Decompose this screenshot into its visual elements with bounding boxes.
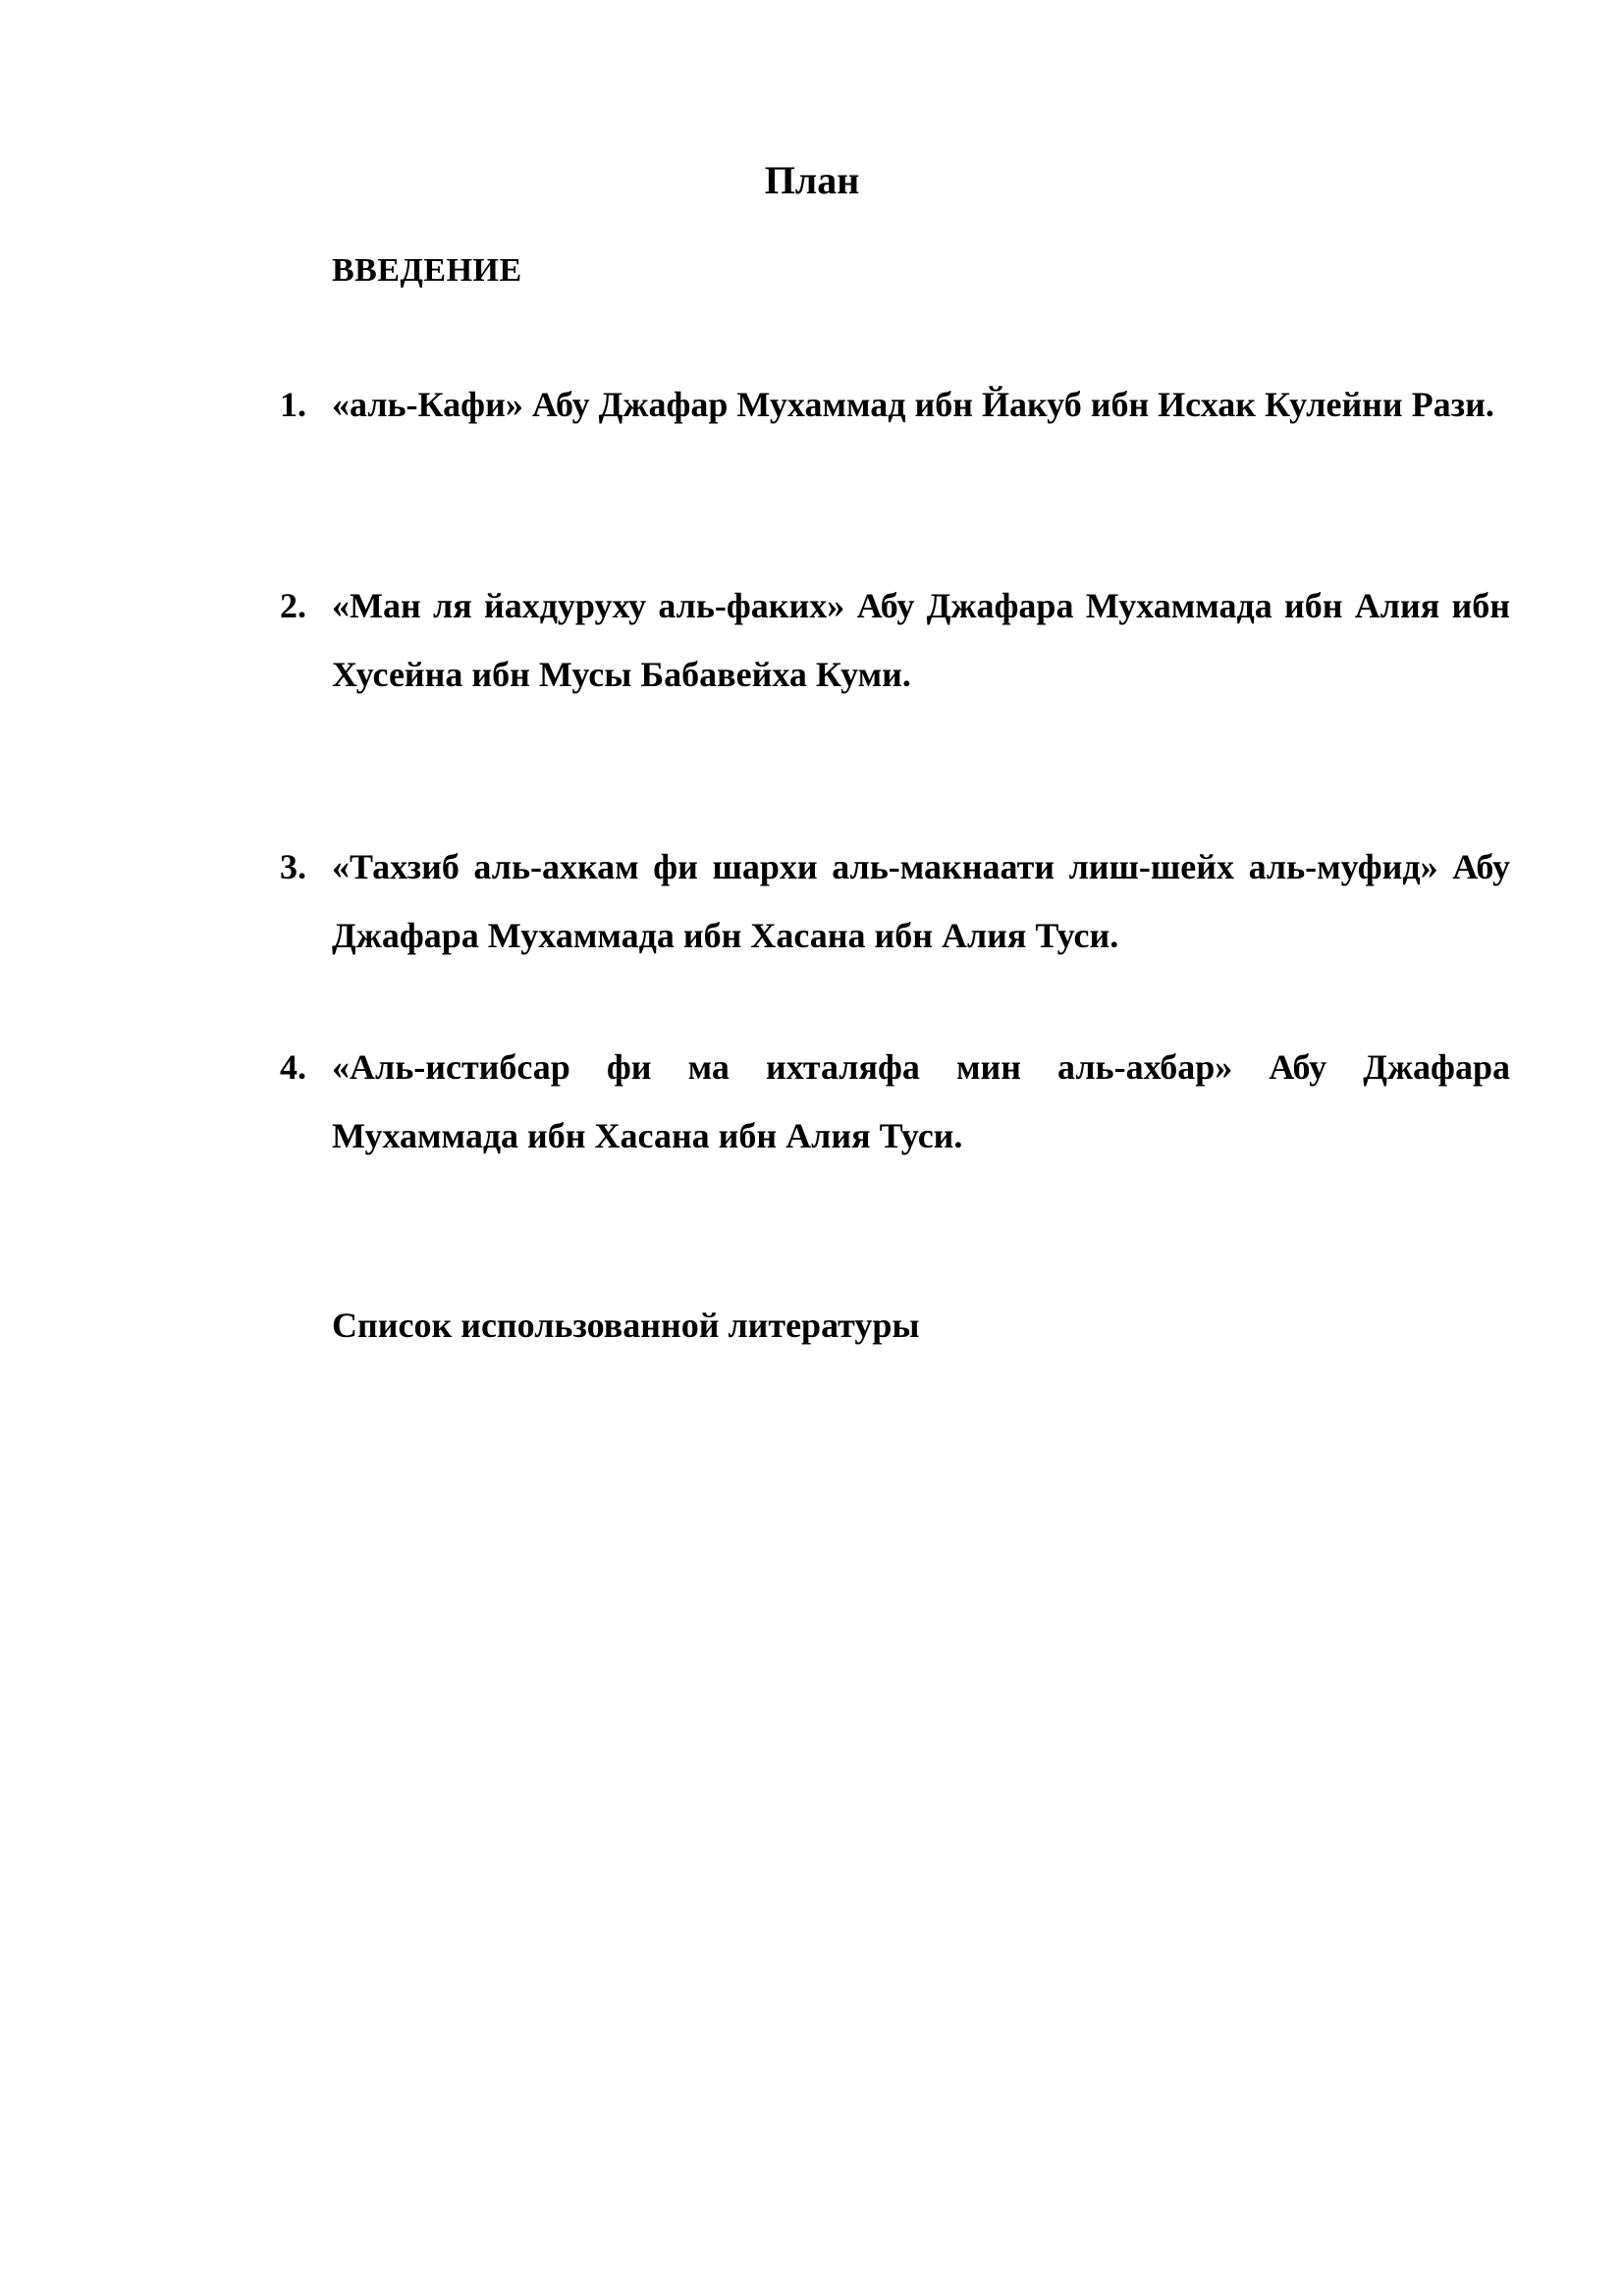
section-heading-references: Список использованной литературы — [332, 1306, 920, 1345]
list-item-number: 2. — [280, 586, 306, 625]
list-item-text: «Аль-истибсар фи ма ихталяфа мин аль-ахбар» Абу Джафара Мухаммада ибн Хасана ибн Алия Туси. — [332, 1047, 1510, 1155]
list-item-number: 3. — [280, 847, 306, 886]
list-item-number: 1. — [280, 385, 306, 424]
list-item-text: «аль-Кафи» Абу Джафар Мухаммад ибн Йакуб ибн Исхак Кулейни Рази. — [332, 385, 1494, 424]
list-item — [280, 832, 1510, 970]
list-item-text: «Тахзиб аль-ахкам фи шархи аль-макнаати лиш-шейх аль-муфид» Абу Джафара Мухаммада ибн Хасана ибн Алия Туси. — [332, 847, 1510, 955]
list-item — [280, 571, 1510, 709]
list-item-number: 4. — [280, 1047, 306, 1087]
list-item-text: «Ман ля йахдуруху аль-факих» Абу Джафара Мухаммада ибн Алия ибн Хусейна ибн Мусы Бабавейха Куми. — [332, 586, 1510, 694]
section-heading-introduction: ВВЕДЕНИЕ — [332, 252, 522, 289]
list-item — [280, 1033, 1510, 1170]
page-title: План — [764, 158, 860, 202]
list-item — [280, 370, 1510, 439]
